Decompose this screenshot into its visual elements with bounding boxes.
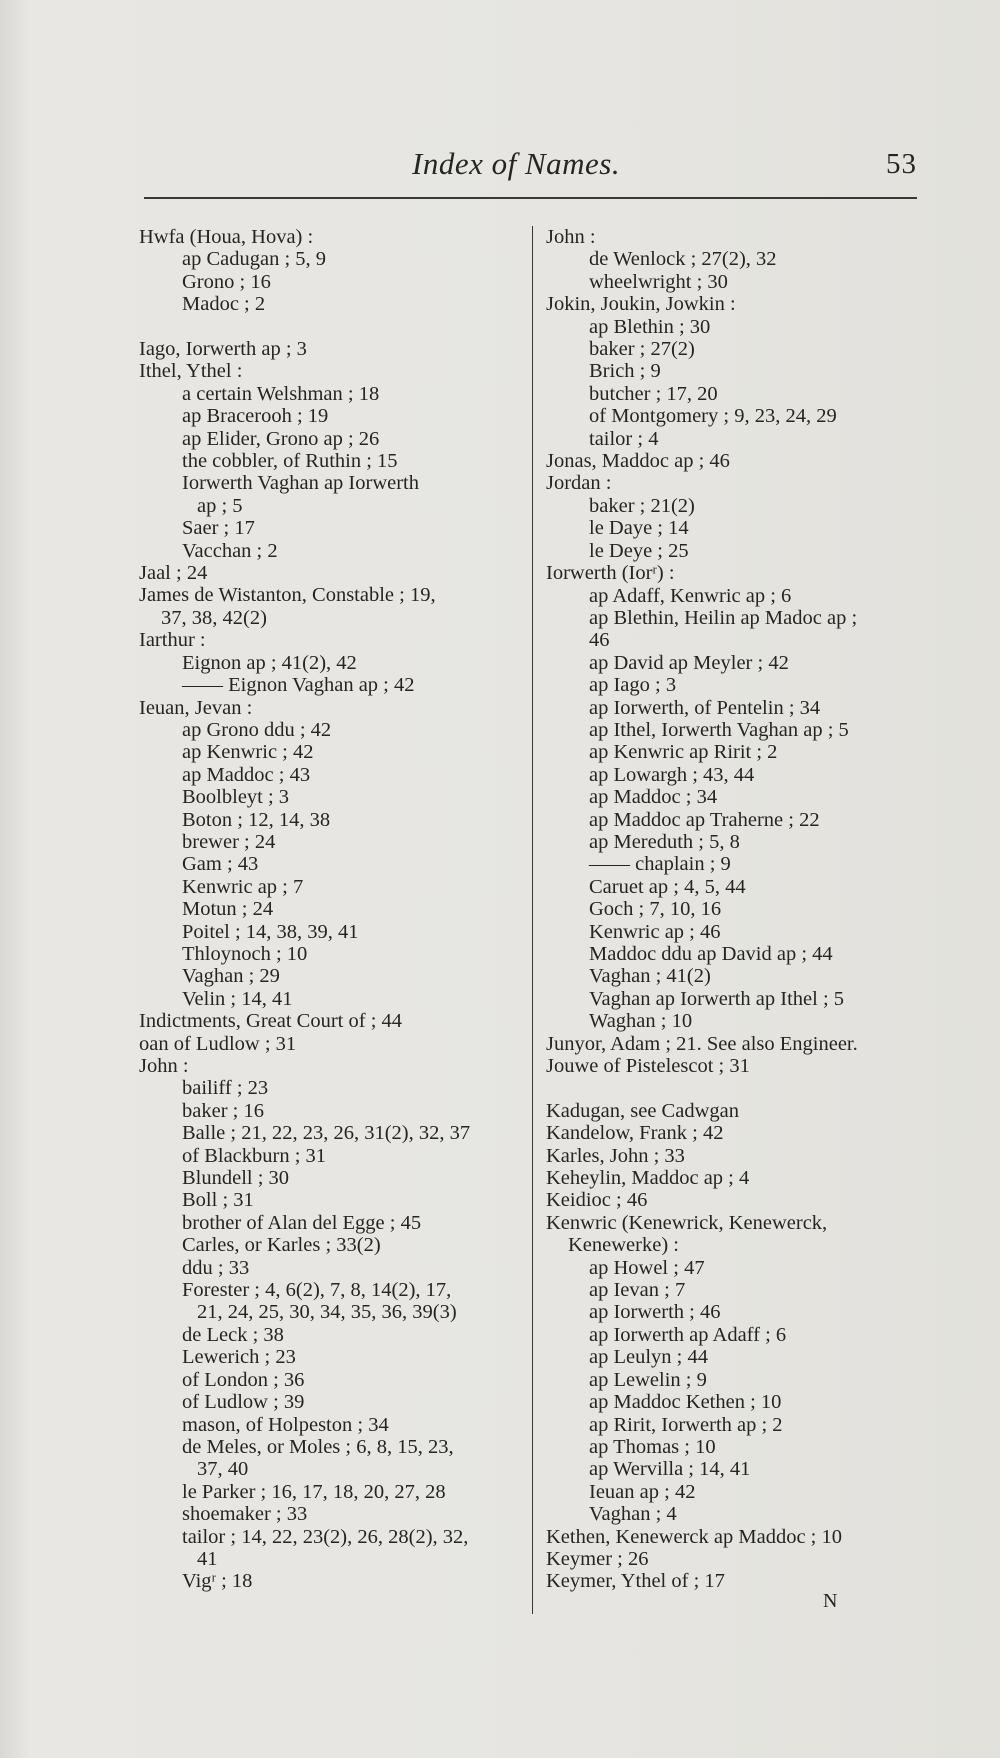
index-subentry: ap Ririt, Iorwerth ap ; 2 xyxy=(589,1413,783,1436)
index-entry: Iarthur : xyxy=(139,629,206,652)
index-entry: Jokin, Joukin, Jowkin : xyxy=(546,293,736,316)
index-subentry: ap Maddoc ; 34 xyxy=(589,786,718,809)
index-subentry: Thloynoch ; 10 xyxy=(182,942,308,965)
index-subentry: ap Iorwerth ap Adaff ; 6 xyxy=(589,1323,787,1346)
index-subentry: le Daye ; 14 xyxy=(589,517,689,540)
index-subentry: wheelwright ; 30 xyxy=(589,270,728,293)
index-subentry: ap Kenwric ap Ririt ; 2 xyxy=(589,741,778,764)
index-subentry: ap David ap Meyler ; 42 xyxy=(589,651,789,674)
index-subentry: ap Iago ; 3 xyxy=(589,674,677,697)
index-subentry: Brich ; 9 xyxy=(589,360,661,383)
index-subentry: ap Thomas ; 10 xyxy=(589,1435,716,1458)
index-subentry: Kenwric ap ; 7 xyxy=(182,875,304,898)
index-subentry: 46 xyxy=(589,629,610,652)
index-entry: Kandelow, Frank ; 42 xyxy=(546,1122,724,1145)
index-subentry: Boton ; 12, 14, 38 xyxy=(182,808,331,831)
index-entry: James de Wistanton, Constable ; 19, xyxy=(139,584,436,607)
index-entry: Kethen, Kenewerck ap Maddoc ; 10 xyxy=(546,1525,842,1548)
index-subentry: ap Lewelin ; 9 xyxy=(589,1368,707,1391)
index-entry: John : xyxy=(139,1055,189,1078)
index-entry: Kenwric (Kenewrick, Kenewerck, xyxy=(546,1211,828,1234)
index-subentry: Vigʳ ; 18 xyxy=(182,1570,253,1593)
index-subentry: Boll ; 31 xyxy=(182,1189,254,1212)
index-subentry: ap Cadugan ; 5, 9 xyxy=(182,248,327,271)
index-entry: Iorwerth (Iorʳ) : xyxy=(546,562,675,585)
index-entry: Indictments, Great Court of ; 44 xyxy=(139,1010,403,1033)
index-subentry: baker ; 27(2) xyxy=(589,338,695,361)
index-subentry: Waghan ; 10 xyxy=(589,1010,693,1033)
index-entry: John : xyxy=(546,226,596,248)
index-subentry: baker ; 16 xyxy=(182,1099,264,1122)
index-subentry: shoemaker ; 33 xyxy=(182,1503,308,1526)
index-entry: Ithel, Ythel : xyxy=(139,360,243,383)
index-subentry: Gam ; 43 xyxy=(182,853,259,876)
index-subentry: Lewerich ; 23 xyxy=(182,1346,296,1369)
index-subentry: ap Wervilla ; 14, 41 xyxy=(589,1458,751,1481)
index-subentry: Saer ; 17 xyxy=(182,517,255,540)
index-subentry: the cobbler, of Ruthin ; 15 xyxy=(182,450,398,473)
index-subentry: Madoc ; 2 xyxy=(182,293,266,316)
blank-spacer xyxy=(546,1077,926,1099)
index-column-right xyxy=(546,226,926,1593)
index-subentry: ap Kenwric ; 42 xyxy=(182,741,314,764)
index-subentry: le Deye ; 25 xyxy=(589,539,689,562)
index-subentry: butcher ; 17, 20 xyxy=(589,382,718,405)
index-subentry: Forester ; 4, 6(2), 7, 8, 14(2), 17, xyxy=(182,1279,452,1302)
index-subentry: Carles, or Karles ; 33(2) xyxy=(182,1234,381,1257)
index-subentry: ap Maddoc ap Traherne ; 22 xyxy=(589,808,820,831)
index-subentry: 21, 24, 25, 30, 34, 35, 36, 39(3) xyxy=(197,1301,457,1324)
column-divider xyxy=(532,226,533,1614)
index-subentry: ap Adaff, Kenwric ap ; 6 xyxy=(589,584,792,607)
index-subentry: Vaghan ; 4 xyxy=(589,1503,677,1526)
index-subentry: Ieuan ap ; 42 xyxy=(589,1480,696,1503)
index-subentry: of Ludlow ; 39 xyxy=(182,1391,305,1414)
index-subentry: Iorwerth Vaghan ap Iorwerth xyxy=(182,472,419,495)
index-subentry: Vacchan ; 2 xyxy=(182,539,278,562)
index-subentry: ap ; 5 xyxy=(197,494,243,517)
index-subentry: 41 xyxy=(197,1547,218,1570)
index-entry: Keheylin, Maddoc ap ; 4 xyxy=(546,1167,750,1190)
index-entry: oan of Ludlow ; 31 xyxy=(139,1032,297,1055)
index-subentry: ap Iorwerth ; 46 xyxy=(589,1301,721,1324)
index-subentry: Poitel ; 14, 38, 39, 41 xyxy=(182,920,359,943)
index-subentry: de Wenlock ; 27(2), 32 xyxy=(589,248,777,271)
index-entry: Kadugan, see Cadwgan xyxy=(546,1099,739,1122)
index-subentry: of Blackburn ; 31 xyxy=(182,1144,327,1167)
index-entry: Jordan : xyxy=(546,472,612,495)
index-subentry: —— chaplain ; 9 xyxy=(589,853,731,876)
index-subentry: Grono ; 16 xyxy=(182,270,271,293)
index-subentry: 37, 38, 42(2) xyxy=(161,606,267,629)
index-entry: Junyor, Adam ; 21. See also Engineer. xyxy=(546,1032,858,1055)
index-subentry: Vaghan ; 41(2) xyxy=(589,965,711,988)
index-entry: Karles, John ; 33 xyxy=(546,1144,685,1167)
index-subentry: ap Ievan ; 7 xyxy=(589,1279,686,1302)
index-subentry: Goch ; 7, 10, 16 xyxy=(589,898,722,921)
index-subentry: of London ; 36 xyxy=(182,1368,305,1391)
index-subentry: of Montgomery ; 9, 23, 24, 29 xyxy=(589,405,837,428)
index-subentry: ap Mereduth ; 5, 8 xyxy=(589,830,740,853)
index-subentry: Velin ; 14, 41 xyxy=(182,987,293,1010)
page-title: Index of Names. xyxy=(412,146,621,181)
index-subentry: Vaghan ; 29 xyxy=(182,965,280,988)
index-subentry: ap Maddoc Kethen ; 10 xyxy=(589,1391,782,1414)
index-subentry: tailor ; 4 xyxy=(589,427,659,450)
index-entry: Keymer, Ythel of ; 17 xyxy=(546,1570,725,1593)
index-subentry: Balle ; 21, 22, 23, 26, 31(2), 32, 37 xyxy=(182,1122,471,1145)
index-subentry: Eignon ap ; 41(2), 42 xyxy=(182,651,357,674)
index-entry: Ieuan, Jevan : xyxy=(139,696,253,719)
index-subentry: ap Elider, Grono ap ; 26 xyxy=(182,427,380,450)
index-subentry: Kenewerke) : xyxy=(568,1234,679,1257)
index-subentry: brewer ; 24 xyxy=(182,830,276,853)
index-subentry: a certain Welshman ; 18 xyxy=(182,382,380,405)
index-entry: Jouwe of Pistelescot ; 31 xyxy=(546,1055,750,1078)
index-entry: Jaal ; 24 xyxy=(139,562,208,585)
blank-spacer xyxy=(139,316,517,338)
index-entry: Keidioc ; 46 xyxy=(546,1189,648,1212)
index-subentry: Kenwric ap ; 46 xyxy=(589,920,721,943)
index-entry: Keymer ; 26 xyxy=(546,1547,649,1570)
index-subentry: ap Lowargh ; 43, 44 xyxy=(589,763,755,786)
index-subentry: Vaghan ap Iorwerth ap Ithel ; 5 xyxy=(589,987,845,1010)
index-subentry: ap Grono ddu ; 42 xyxy=(182,718,332,741)
index-subentry: ap Blethin ; 30 xyxy=(589,315,711,338)
index-subentry: de Meles, or Moles ; 6, 8, 15, 23, xyxy=(182,1435,454,1458)
index-entry: Jonas, Maddoc ap ; 46 xyxy=(546,450,730,473)
index-subentry: 37, 40 xyxy=(197,1458,249,1481)
index-subentry: ap Maddoc ; 43 xyxy=(182,763,311,786)
index-subentry: ap Leulyn ; 44 xyxy=(589,1346,708,1369)
header-rule xyxy=(144,197,917,199)
index-subentry: mason, of Holpeston ; 34 xyxy=(182,1413,389,1436)
index-subentry: ap Blethin, Heilin ap Madoc ap ; xyxy=(589,606,858,629)
index-subentry: baker ; 21(2) xyxy=(589,494,695,517)
index-subentry: ddu ; 33 xyxy=(182,1256,250,1279)
index-subentry: tailor ; 14, 22, 23(2), 26, 28(2), 32, xyxy=(182,1525,469,1548)
index-subentry: de Leck ; 38 xyxy=(182,1323,284,1346)
index-column-left xyxy=(139,226,517,1593)
index-subentry: Maddoc ddu ap David ap ; 44 xyxy=(589,943,833,965)
signature-mark: N xyxy=(823,1590,839,1612)
index-subentry: brother of Alan del Egge ; 45 xyxy=(182,1211,422,1234)
index-subentry: Boolbleyt ; 3 xyxy=(182,786,290,809)
index-subentry: bailiff ; 23 xyxy=(182,1077,269,1100)
index-subentry: ap Iorwerth, of Pentelin ; 34 xyxy=(589,696,821,719)
index-entry: Hwfa (Houa, Hova) : xyxy=(139,226,314,248)
index-subentry: ap Bracerooh ; 19 xyxy=(182,405,329,428)
index-entry: Iago, Iorwerth ap ; 3 xyxy=(139,338,307,361)
index-subentry: —— Eignon Vaghan ap ; 42 xyxy=(182,674,415,697)
index-subentry: ap Howel ; 47 xyxy=(589,1256,705,1279)
index-subentry: ap Ithel, Iorwerth Vaghan ap ; 5 xyxy=(589,718,849,741)
index-subentry: Motun ; 24 xyxy=(182,898,274,921)
index-subentry: Blundell ; 30 xyxy=(182,1167,290,1190)
index-subentry: le Parker ; 16, 17, 18, 20, 27, 28 xyxy=(182,1480,446,1503)
page-number: 53 xyxy=(886,148,917,180)
index-subentry: Caruet ap ; 4, 5, 44 xyxy=(589,875,746,898)
